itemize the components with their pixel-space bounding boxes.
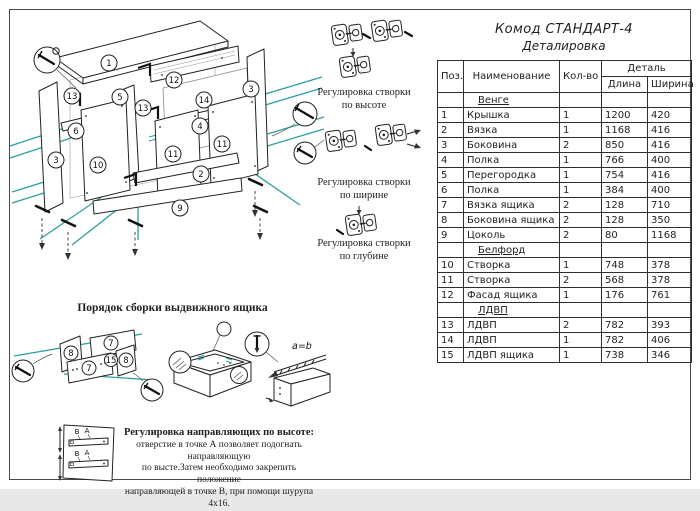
callout-3 (243, 81, 259, 97)
callout-13 (135, 100, 151, 116)
hinge-height-caption: Регулировка створки по высоте (317, 87, 411, 111)
table-row: 7 Вязка ящика 2 128 710 (438, 198, 692, 213)
svg-text:1: 1 (106, 59, 112, 69)
svg-text:4: 4 (197, 122, 203, 132)
group-row-belford: Белфорд (438, 243, 692, 258)
rail-equal-label: a=b (292, 341, 312, 352)
rail-adjustment-note: Регулировка направляющих по высоте: отверстие в точке А позволяет подогнать направляющую по высте.Затем необходимо закрепить положение направляющей в точке В, при помощи шурупа 4х16. (124, 427, 314, 509)
page-title: Комод СТАНДАРТ-4 (495, 22, 633, 37)
drawer-assembly-heading: Порядок сборки выдвижного ящика (77, 302, 268, 314)
callout-11 (165, 146, 181, 162)
col-header-qty: Кол-во (560, 61, 602, 93)
point-b-label: В (74, 450, 80, 458)
assembled-drawer (169, 322, 251, 397)
table-row: 12 Фасад ящика 1 176 761 (438, 288, 692, 303)
hinge-height-icon (331, 18, 412, 78)
svg-text:7: 7 (86, 364, 92, 374)
col-header-width: Ширина (648, 77, 692, 93)
point-a-label: А (84, 427, 90, 435)
svg-text:11: 11 (167, 150, 179, 160)
hinge-width-caption: Регулировка створки по ширине (317, 177, 411, 201)
callout-10 (90, 157, 106, 173)
table-row: 2 Вязка 1 1168 416 (438, 123, 692, 138)
callout-1 (101, 55, 117, 71)
svg-text:15: 15 (105, 356, 117, 366)
callout-8 (64, 346, 78, 360)
group-row-ldvp: ЛДВП (438, 303, 692, 318)
col-header-detail: Деталь (602, 61, 692, 77)
hinge-adjustment-diagrams (295, 12, 432, 268)
callout-13 (64, 88, 80, 104)
col-header-pos: Поз. (438, 61, 464, 93)
svg-text:13: 13 (137, 104, 149, 114)
table-row: 9 Цоколь 2 80 1168 (438, 228, 692, 243)
screw-detail-icon (133, 373, 163, 401)
callout-2 (193, 166, 209, 182)
main-exploded-diagram (10, 8, 330, 288)
rail-adjustment-diagram (56, 423, 118, 483)
drawer-assembly-diagram (12, 318, 332, 422)
table-row: 3 Боковина 2 850 416 (438, 138, 692, 153)
table-row: 4 Полка 1 766 400 (438, 153, 692, 168)
hinge-depth-caption: Регулировка створки по глубине (317, 238, 411, 262)
screw-detail-icon (12, 354, 52, 382)
svg-text:8: 8 (68, 349, 74, 359)
table-row: 11 Створка 2 568 378 (438, 273, 692, 288)
callout-9 (172, 200, 188, 216)
svg-text:5: 5 (117, 93, 123, 103)
svg-text:12: 12 (168, 76, 180, 86)
callout-7 (104, 336, 118, 350)
rail-adjustment-title: Регулировка направляющих по высоте: (124, 427, 314, 438)
callout-7 (82, 361, 96, 375)
callout-8 (119, 353, 133, 367)
hinge-depth-icon (337, 206, 377, 236)
svg-text:8: 8 (123, 356, 129, 366)
col-header-name: Наименование (464, 61, 560, 93)
table-row: 5 Перегородка 1 754 416 (438, 168, 692, 183)
table-row: 15 ЛДВП ящика 1 738 346 (438, 348, 692, 363)
svg-text:13: 13 (66, 92, 78, 102)
table-header-row (438, 61, 692, 77)
callout-6 (68, 123, 84, 139)
svg-text:9: 9 (177, 204, 183, 214)
callout-14 (196, 92, 212, 108)
svg-text:3: 3 (53, 156, 59, 166)
table-row: 8 Боковина ящика 2 128 350 (438, 213, 692, 228)
page-subtitle: Деталировка (522, 39, 606, 53)
svg-text:11: 11 (216, 140, 228, 150)
callout-4 (192, 118, 208, 134)
table-row: 14 ЛДВП 1 782 406 (438, 333, 692, 348)
drawer-with-rail (245, 332, 330, 406)
svg-text:14: 14 (198, 96, 210, 106)
col-header-length: Длина (602, 77, 648, 93)
svg-text:3: 3 (248, 85, 254, 95)
callout-3 (48, 152, 64, 168)
callout-12 (166, 72, 182, 88)
svg-text:6: 6 (73, 127, 79, 137)
svg-text:10: 10 (92, 161, 104, 171)
callout-15 (105, 354, 118, 367)
point-a-label: А (84, 449, 90, 457)
hinge-width-icon (294, 122, 421, 164)
svg-text:7: 7 (108, 339, 114, 349)
parts-table (437, 60, 692, 363)
table-row: 10 Створка 1 748 378 (438, 258, 692, 273)
svg-text:2: 2 (198, 170, 204, 180)
callout-11 (214, 136, 230, 152)
table-row: 6 Полка 1 384 400 (438, 183, 692, 198)
callout-5 (112, 89, 128, 105)
point-b-label: В (74, 428, 80, 436)
table-row: 13 ЛДВП 2 782 393 (438, 318, 692, 333)
table-row: 1 Крышка 1 1200 420 (438, 108, 692, 123)
group-row-venge: Венге (438, 93, 692, 108)
